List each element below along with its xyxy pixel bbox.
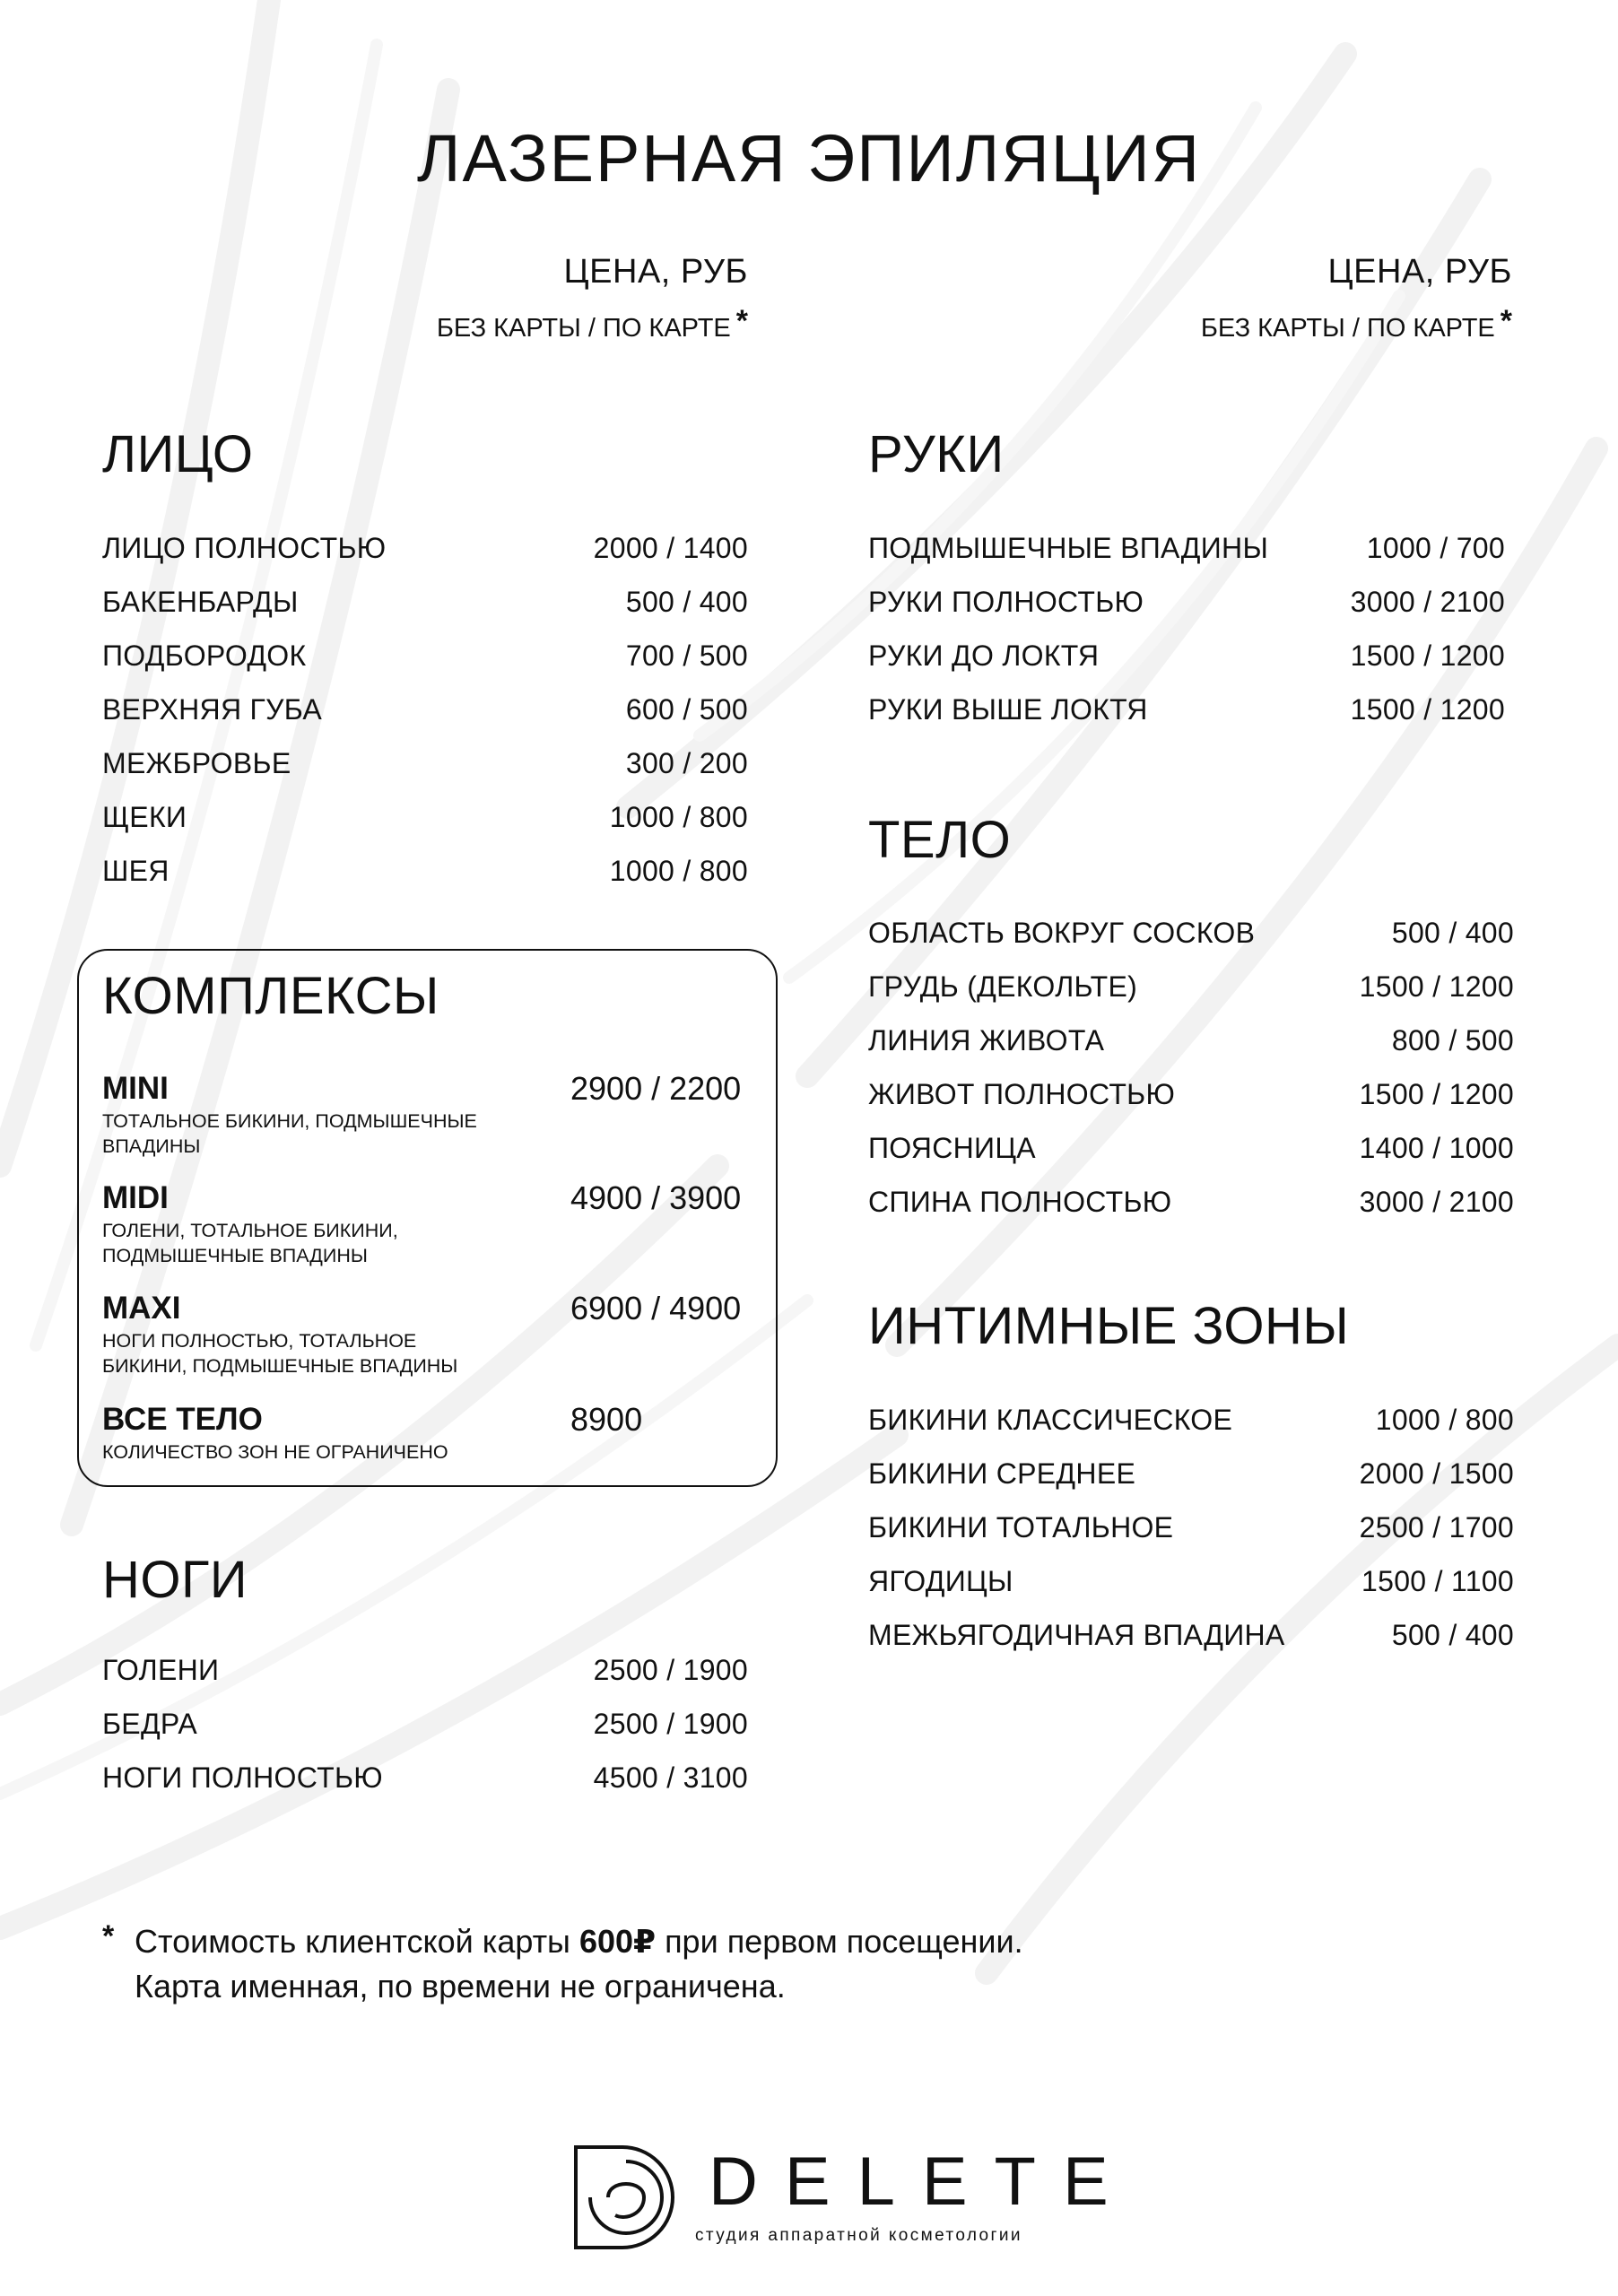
complex-desc-line: БИКИНИ, ПОДМЫШЕЧНЫЕ ВПАДИНЫ <box>102 1355 458 1377</box>
price-row <box>102 1643 748 1697</box>
service-price: 2500 / 1700 <box>1359 1510 1514 1544</box>
service-name: ЩЕКИ <box>102 800 187 833</box>
service-price: 1500 / 1200 <box>1359 970 1514 1003</box>
service-name: БИКИНИ ТОТАЛЬНОЕ <box>868 1510 1174 1544</box>
delete-logo-icon <box>572 2144 680 2251</box>
price-list-face <box>102 521 748 898</box>
service-price: 1400 / 1000 <box>1359 1131 1514 1164</box>
service-name: ЯГОДИЦЫ <box>868 1564 1013 1597</box>
service-name: МЕЖЬЯГОДИЧНАЯ ВПАДИНА <box>868 1618 1285 1651</box>
service-price: 1500 / 1100 <box>1361 1564 1514 1597</box>
complex-name: MAXI <box>102 1291 181 1326</box>
brand-name: DELETE <box>709 2144 1135 2220</box>
price-list-legs <box>102 1643 748 1805</box>
service-price: 600 / 500 <box>625 692 748 726</box>
service-name: РУКИ ВЫШЕ ЛОКТЯ <box>868 692 1148 726</box>
price-header-sub: БЕЗ КАРТЫ / ПО КАРТЕ <box>1200 314 1495 343</box>
service-price: 1000 / 700 <box>1366 531 1505 564</box>
price-row <box>868 1121 1514 1175</box>
section-title-body: ТЕЛО <box>868 811 1012 869</box>
service-price: 1000 / 800 <box>609 854 748 887</box>
service-name: ВЕРХНЯЯ ГУБА <box>102 692 323 726</box>
service-name: НОГИ ПОЛНОСТЬЮ <box>102 1761 383 1794</box>
price-row <box>868 960 1514 1013</box>
service-price: 500 / 400 <box>1391 916 1514 949</box>
section-title-face: ЛИЦО <box>102 425 254 483</box>
section-title-legs: НОГИ <box>102 1551 248 1609</box>
service-name: РУКИ ПОЛНОСТЬЮ <box>868 585 1144 618</box>
price-row <box>868 1013 1514 1067</box>
price-row <box>102 736 748 790</box>
complex-name: ВСЕ ТЕЛО <box>102 1402 263 1437</box>
page-title: ЛАЗЕРНАЯ ЭПИЛЯЦИЯ <box>416 121 1202 196</box>
price-row <box>868 521 1505 575</box>
price-header-left <box>210 251 748 346</box>
service-price: 2000 / 1500 <box>1359 1457 1514 1490</box>
complexes-box <box>77 949 778 1487</box>
service-name: ПОЯСНИЦА <box>868 1131 1036 1164</box>
price-row <box>868 683 1505 736</box>
price-header-sub: БЕЗ КАРТЫ / ПО КАРТЕ <box>436 314 731 343</box>
price-header-main: ЦЕНА, РУБ <box>1327 253 1512 291</box>
service-name: БИКИНИ СРЕДНЕЕ <box>868 1457 1136 1490</box>
service-price: 3000 / 2100 <box>1359 1185 1514 1218</box>
service-price: 1500 / 1200 <box>1350 692 1505 726</box>
service-price: 2500 / 1900 <box>593 1707 748 1740</box>
price-row <box>102 790 748 844</box>
service-name: ЛИНИЯ ЖИВОТА <box>868 1023 1105 1057</box>
service-price: 300 / 200 <box>625 746 748 779</box>
brand-tagline: студия аппаратной косметологии <box>695 2226 1022 2245</box>
service-price: 4500 / 3100 <box>593 1761 748 1794</box>
complex-desc-line: ГОЛЕНИ, ТОТАЛЬНОЕ БИКИНИ, <box>102 1220 398 1241</box>
price-row <box>868 629 1505 683</box>
service-name: ШЕЯ <box>102 854 170 887</box>
service-name: СПИНА ПОЛНОСТЬЮ <box>868 1185 1172 1218</box>
price-row <box>102 629 748 683</box>
section-title-arms: РУКИ <box>868 425 1005 483</box>
service-name: БАКЕНБАРДЫ <box>102 585 299 618</box>
service-name: ПОДБОРОДОК <box>102 639 307 672</box>
service-price: 1500 / 1200 <box>1350 639 1505 672</box>
complex-desc-line: ТОТАЛЬНОЕ БИКИНИ, ПОДМЫШЕЧНЫЕ <box>102 1110 477 1132</box>
complex-desc-line: НОГИ ПОЛНОСТЬЮ, ТОТАЛЬНОЕ <box>102 1330 417 1352</box>
footnote-line-1 <box>135 1919 1023 1964</box>
price-row <box>868 1608 1514 1662</box>
price-row <box>868 1554 1514 1608</box>
price-list-intimate <box>868 1393 1514 1662</box>
price-list-body <box>868 906 1514 1229</box>
card-footnote <box>102 1919 1023 2009</box>
service-price: 500 / 400 <box>1391 1618 1514 1651</box>
complex-desc: КОЛИЧЕСТВО ЗОН НЕ ОГРАНИЧЕНО <box>102 1441 448 1463</box>
complex-price: 2900 / 2200 <box>570 1070 742 1107</box>
service-price: 700 / 500 <box>625 639 748 672</box>
service-name: ГРУДЬ (ДЕКОЛЬТЕ) <box>868 970 1138 1003</box>
price-header-main: ЦЕНА, РУБ <box>563 253 748 291</box>
price-row <box>868 575 1505 629</box>
price-row <box>102 575 748 629</box>
price-row <box>868 1067 1514 1121</box>
footnote-text: Стоимость клиентской карты <box>135 1923 579 1960</box>
price-row <box>868 1447 1514 1500</box>
service-name: БЕДРА <box>102 1707 198 1740</box>
service-price: 1500 / 1200 <box>1359 1077 1514 1110</box>
card-price: 600₽ <box>578 1923 657 1960</box>
complex-name: MINI <box>102 1071 169 1106</box>
price-row <box>868 906 1514 960</box>
service-price: 1000 / 800 <box>1375 1403 1514 1436</box>
footnote-text: при первом посещении. <box>656 1923 1023 1960</box>
service-name: ЛИЦО ПОЛНОСТЬЮ <box>102 531 387 564</box>
price-row <box>868 1393 1514 1447</box>
service-price: 500 / 400 <box>625 585 748 618</box>
service-price: 3000 / 2100 <box>1350 585 1505 618</box>
complex-price: 8900 <box>570 1401 643 1438</box>
complex-price: 4900 / 3900 <box>570 1179 742 1216</box>
section-title-intimate: ИНТИМНЫЕ ЗОНЫ <box>868 1297 1350 1355</box>
price-row <box>102 844 748 898</box>
section-title-complexes: КОМПЛЕКСЫ <box>102 967 439 1025</box>
service-name: МЕЖБРОВЬЕ <box>102 746 291 779</box>
service-price: 1000 / 800 <box>609 800 748 833</box>
service-price: 800 / 500 <box>1391 1023 1514 1057</box>
price-row <box>102 1697 748 1751</box>
complex-name: MIDI <box>102 1180 169 1215</box>
service-price: 2000 / 1400 <box>593 531 748 564</box>
complex-price: 6900 / 4900 <box>570 1290 742 1326</box>
service-price: 2500 / 1900 <box>593 1653 748 1686</box>
price-row <box>102 683 748 736</box>
service-name: ОБЛАСТЬ ВОКРУГ СОСКОВ <box>868 916 1256 949</box>
price-row <box>868 1175 1514 1229</box>
asterisk-mark: * <box>735 304 748 338</box>
service-name: ГОЛЕНИ <box>102 1653 220 1686</box>
service-name: РУКИ ДО ЛОКТЯ <box>868 639 1100 672</box>
complex-desc-line: ПОДМЫШЕЧНЫЕ ВПАДИНЫ <box>102 1245 368 1266</box>
complex-desc-line: ВПАДИНЫ <box>102 1135 201 1157</box>
asterisk-mark: * <box>102 1919 115 1953</box>
service-name: БИКИНИ КЛАССИЧЕСКОЕ <box>868 1403 1233 1436</box>
price-row <box>868 1500 1514 1554</box>
price-header-right <box>974 251 1512 346</box>
service-name: ЖИВОТ ПОЛНОСТЬЮ <box>868 1077 1176 1110</box>
service-name: ПОДМЫШЕЧНЫЕ ВПАДИНЫ <box>868 531 1269 564</box>
footnote-line-2: Карта именная, по времени не ограничена. <box>135 1968 786 2005</box>
price-row <box>102 521 748 575</box>
asterisk-mark: * <box>1500 304 1512 338</box>
price-row <box>102 1751 748 1805</box>
price-list-arms <box>868 521 1505 736</box>
